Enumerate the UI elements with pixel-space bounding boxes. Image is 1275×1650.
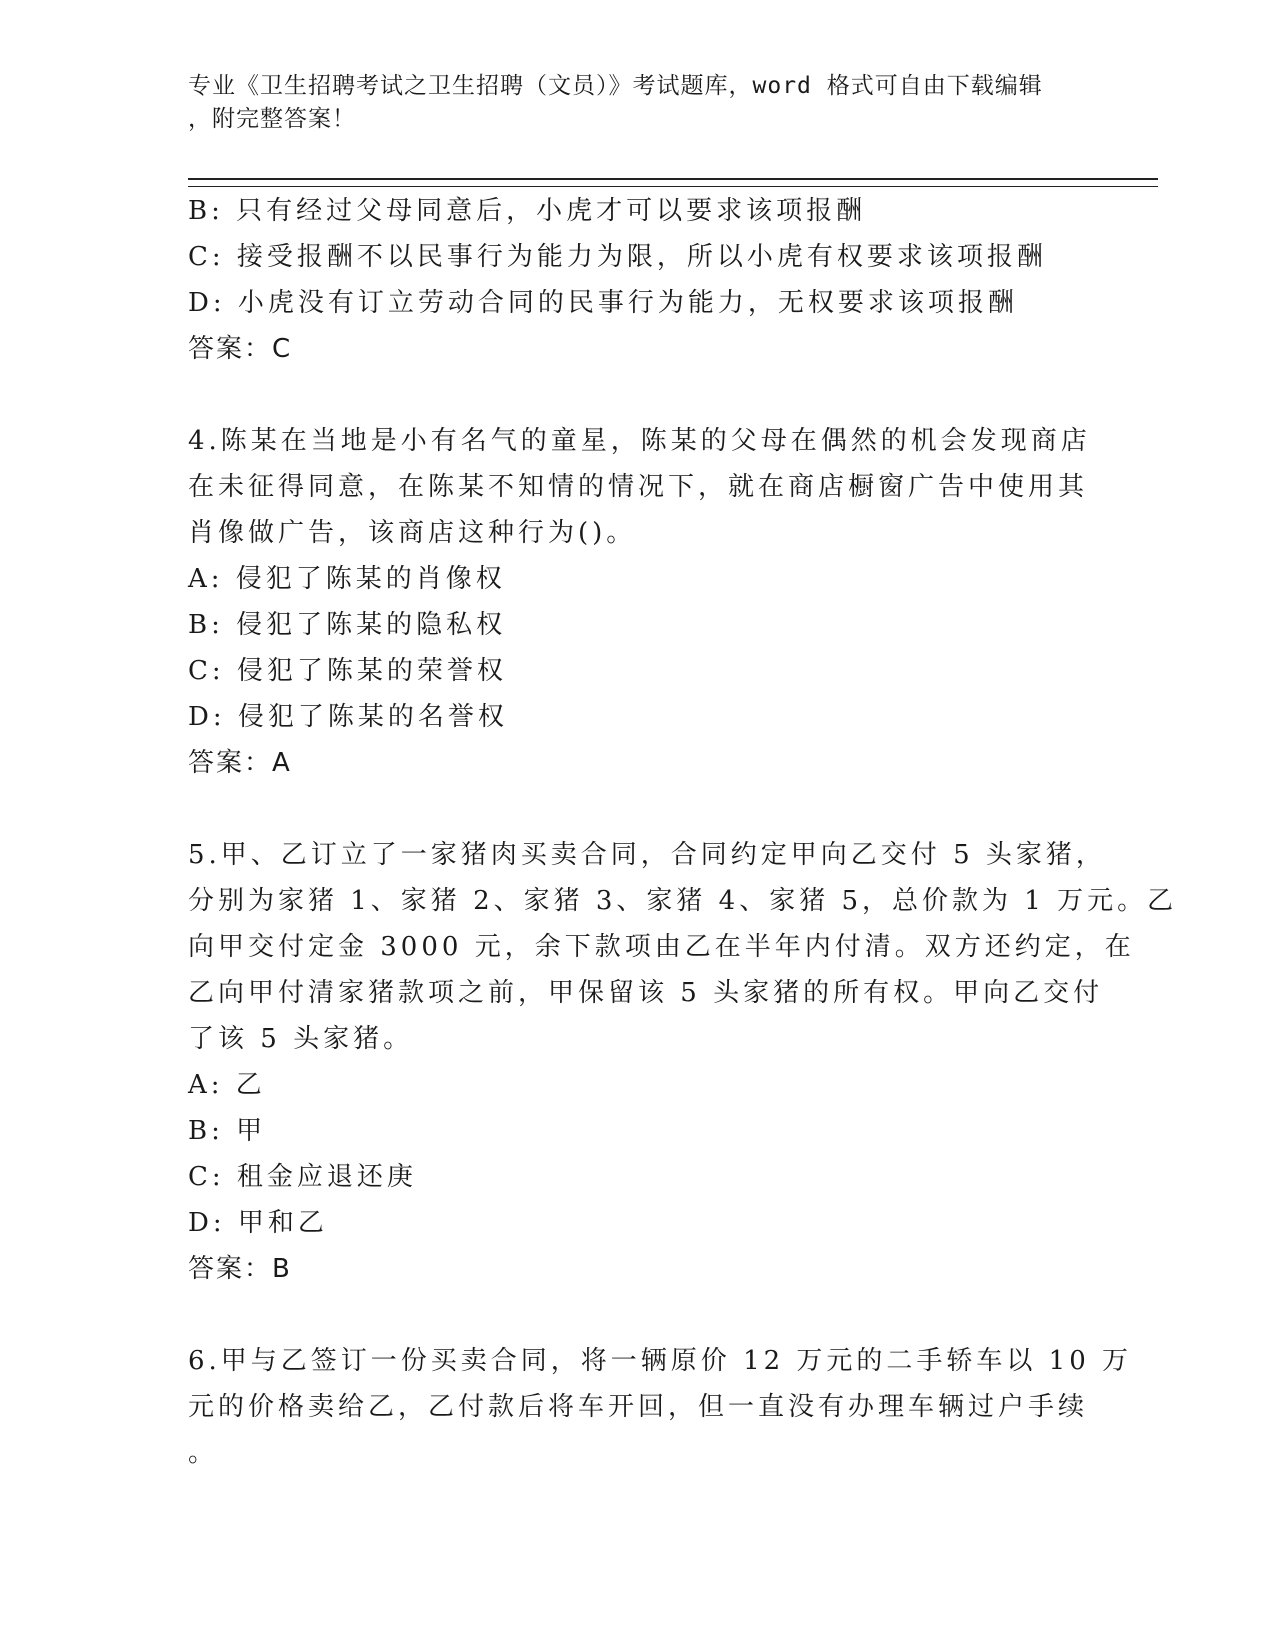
header-line-1: 专业《卫生招聘考试之卫生招聘（文员）》考试题库，word 格式可自由下载编辑 (188, 73, 1043, 99)
option-d: D: 小虎没有订立劳动合同的民事行为能力，无权要求该项报酬 (188, 288, 1018, 318)
option-c: C: 侵犯了陈某的荣誉权 (188, 656, 507, 686)
question-3-continued (188, 188, 1088, 372)
answer: 答案：A (188, 748, 292, 778)
question-text (188, 832, 1178, 1062)
header-divider (188, 178, 1158, 187)
option-c: C: 接受报酬不以民事行为能力为限，所以小虎有权要求该项报酬 (188, 242, 1047, 272)
document-body (188, 188, 1178, 1476)
option-d: D: 甲和乙 (188, 1208, 328, 1238)
question-line: 5.甲、乙订立了一家猪肉买卖合同，合同约定甲向乙交付 5 头家猪， (188, 840, 1106, 870)
question-line: 4.陈某在当地是小有名气的童星，陈某的父母在偶然的机会发现商店 (188, 426, 1091, 456)
spacer (188, 786, 1088, 832)
option-b: B: 侵犯了陈某的隐私权 (188, 610, 507, 640)
spacer (188, 1292, 1088, 1338)
question-4 (188, 418, 1091, 786)
question-text (188, 418, 1091, 556)
option-c: C: 租金应退还庚 (188, 1162, 417, 1192)
spacer (188, 372, 1088, 418)
option-b: B: 只有经过父母同意后，小虎才可以要求该项报酬 (188, 196, 867, 226)
question-line: 6.甲与乙签订一份买卖合同，将一辆原价 12 万元的二手轿车以 10 万 (188, 1346, 1133, 1376)
question-line: 肖像做广告，该商店这种行为()。 (188, 518, 637, 548)
option-b: B: 甲 (188, 1116, 267, 1146)
option-a: A: 侵犯了陈某的肖像权 (188, 564, 506, 594)
answer: 答案：B (188, 1254, 292, 1284)
question-5 (188, 832, 1178, 1292)
question-line: 。 (188, 1438, 219, 1468)
question-line: 元的价格卖给乙，乙付款后将车开回，但一直没有办理车辆过户手续 (188, 1392, 1089, 1422)
question-line: 乙向甲付清家猪款项之前，甲保留该 5 头家猪的所有权。甲向乙交付 (188, 978, 1104, 1008)
question-line: 了该 5 头家猪。 (188, 1024, 414, 1054)
question-line: 分别为家猪 1、家猪 2、家猪 3、家猪 4、家猪 5，总价款为 1 万元。乙 (188, 886, 1178, 916)
question-line: 向甲交付定金 3000 元，余下款项由乙在半年内付清。双方还约定，在 (188, 932, 1135, 962)
header-line-2: ，附完整答案！ (188, 106, 356, 132)
option-d: D: 侵犯了陈某的名誉权 (188, 702, 508, 732)
page-header (188, 70, 1088, 136)
question-text (188, 1338, 1133, 1476)
question-line: 在未征得同意，在陈某不知情的情况下，就在商店橱窗广告中使用其 (188, 472, 1089, 502)
answer: 答案：C (188, 334, 293, 364)
option-a: A: 乙 (188, 1070, 266, 1100)
question-6 (188, 1338, 1133, 1476)
